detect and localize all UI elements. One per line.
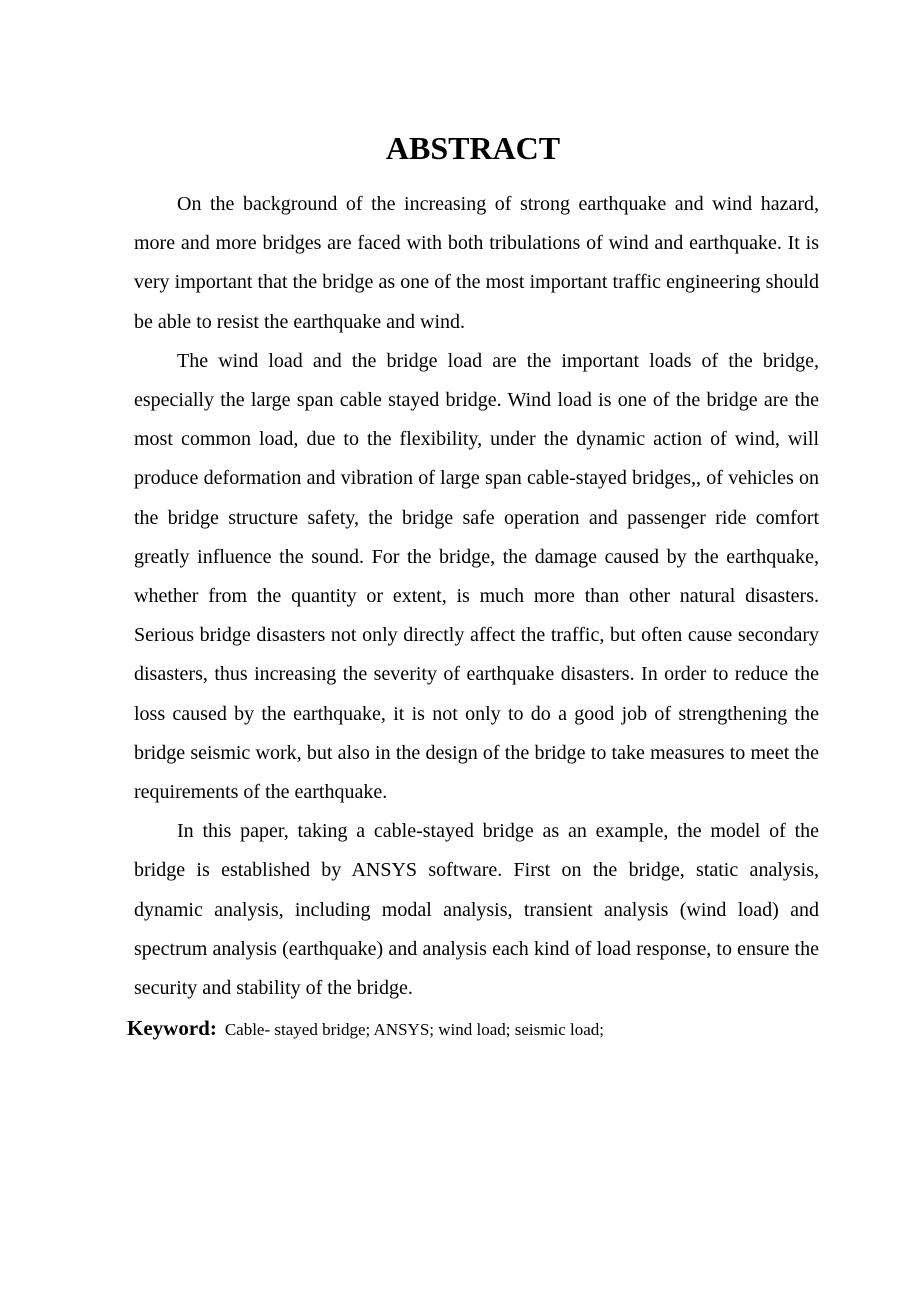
abstract-paragraph-1: On the background of the increasing of strong earthquake and wind hazard, more and more bridges are faced with both tribulations of wind and earthquake. It is very important that the bridge as one of the most important traffic engineering should be able to resist the earthquake and wind.	[134, 193, 819, 333]
abstract-title: ABSTRACT	[385, 130, 561, 166]
keyword-list: Cable- stayed bridge; ANSYS; wind load; seismic load;	[224, 1020, 604, 1039]
abstract-paragraph-2: The wind load and the bridge load are the important loads of the bridge, especially the large span cable stayed bridge. Wind load is one of the bridge are the most common load, due to the flexibility, under the dynamic action of wind, will produce deformation and vibration of large span cable-stayed bridges,, of vehicles on the bridge structure safety, the bridge safe operation and passenger ride comfort greatly influence the sound. For the bridge, the damage caused by the earthquake, whether from the quantity or extent, is much more than other natural disasters. Serious bridge disasters not only directly affect the traffic, but often cause secondary disasters, thus increasing the severity of earthquake disasters. In order to reduce the loss caused by the earthquake, it is not only to do a good job of strengthening the bridge seismic work, but also in the design of the bridge to take measures to meet the requirements of the earthquake.	[134, 349, 819, 804]
abstract-body	[134, 185, 819, 1008]
keyword-label: Keyword:	[127, 1016, 217, 1040]
abstract-paragraph-3: In this paper, taking a cable-stayed bridge as an example, the model of the bridge is established by ANSYS software. First on the bridge, static analysis, dynamic analysis, including modal analysis, transient analysis (wind load) and spectrum analysis (earthquake) and analysis each kind of load response, to ensure the security and stability of the bridge.	[134, 820, 819, 1000]
keyword-line	[127, 1013, 827, 1046]
